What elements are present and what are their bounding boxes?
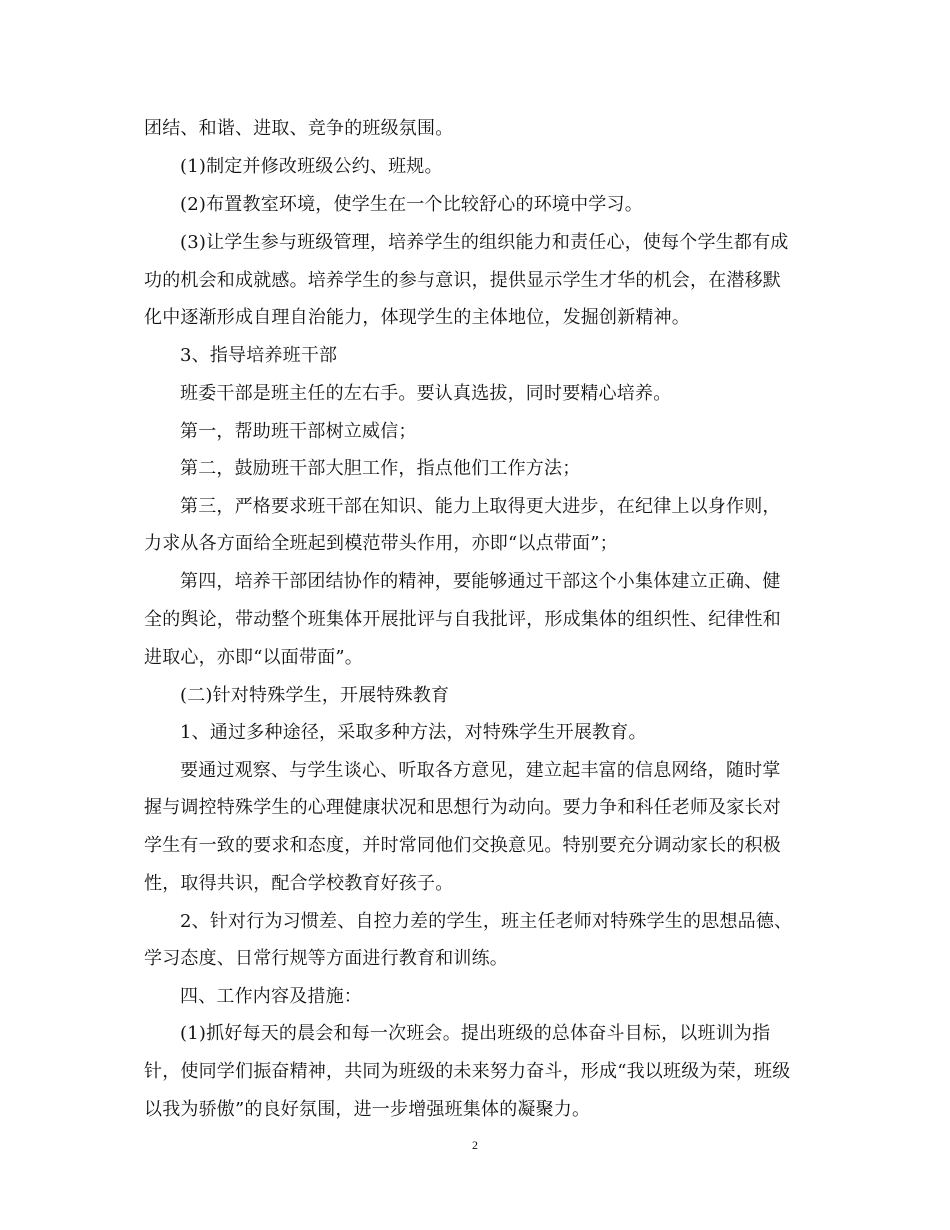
- body-text-line: 第一，帮助班干部树立威信；: [180, 421, 417, 442]
- section-heading: 3、指导培养班干部: [180, 345, 338, 366]
- body-text-line: 第二，鼓励班干部大胆工作，指点他们工作方法；: [180, 458, 581, 479]
- body-text-line: 2、针对行为习惯差、自控力差的学生，班主任老师对特殊学生的思想品德、: [180, 911, 793, 932]
- body-text-line: (1)抓好每天的晨会和每一次班会。提出班级的总体奋斗目标，以班训为指: [180, 1023, 771, 1044]
- body-text-line: 团结、和谐、进取、竞争的班级氛围。: [144, 118, 454, 139]
- body-text-line: 第四，培养干部团结协作的精神，要能够通过干部这个小集体建立正确、健: [180, 571, 781, 592]
- body-text-line: 功的机会和成就感。培养学生的参与意识，提供显示学生才华的机会，在潜移默: [144, 270, 781, 291]
- body-text-line: 力求从各方面给全班起到模范带头作用，亦即“以点带面”；: [144, 533, 618, 554]
- list-item-1: (1)制定并修改班级公约、班规。: [180, 156, 443, 177]
- body-text-line: 班委干部是班主任的左右手。要认真选拔，同时要精心培养。: [180, 383, 672, 404]
- body-text-line: 性，取得共识，配合学校教育好孩子。: [144, 873, 454, 894]
- list-item-3: (3)让学生参与班级管理，培养学生的组织能力和责任心，使每个学生都有成: [180, 232, 789, 253]
- body-text-line: 要通过观察、与学生谈心、听取各方意见，建立起丰富的信息网络，随时掌: [180, 760, 781, 781]
- body-text-line: 学生有一致的要求和态度，并时常同他们交换意见。特别要充分调动家长的积极: [144, 835, 781, 856]
- body-text-line: 握与调控特殊学生的心理健康状况和思想行为动向。要力争和科任老师及家长对: [144, 797, 781, 818]
- body-text-line: 以我为骄傲”的良好氛围，进一步增强班集体的凝聚力。: [144, 1099, 591, 1120]
- body-text-line: 进取心，亦即“以面带面”。: [144, 647, 364, 668]
- section-heading: (二)针对特殊学生，开展特殊教育: [180, 685, 450, 706]
- body-text-line: 针，使同学们振奋精神，共同为班级的未来努力奋斗，形成“我以班级为荣，班级: [144, 1061, 791, 1082]
- body-text-line: 化中逐渐形成自理自治能力，体现学生的主体地位，发掘创新精神。: [144, 307, 690, 328]
- page-number: 2: [472, 1138, 478, 1152]
- list-item-2: (2)布置教室环境，使学生在一个比较舒心的环境中学习。: [180, 194, 643, 215]
- body-text-line: 第三，严格要求班干部在知识、能力上取得更大进步，在纪律上以身作则，: [180, 496, 781, 517]
- body-text-line: 学习态度、日常行规等方面进行教育和训练。: [144, 948, 508, 969]
- section-heading: 四、工作内容及措施：: [180, 986, 362, 1007]
- body-text-line: 全的舆论，带动整个班集体开展批评与自我批评，形成集体的组织性、纪律性和: [144, 609, 781, 630]
- body-text-line: 1、通过多种途径，采取多种方法，对特殊学生开展教育。: [180, 722, 647, 743]
